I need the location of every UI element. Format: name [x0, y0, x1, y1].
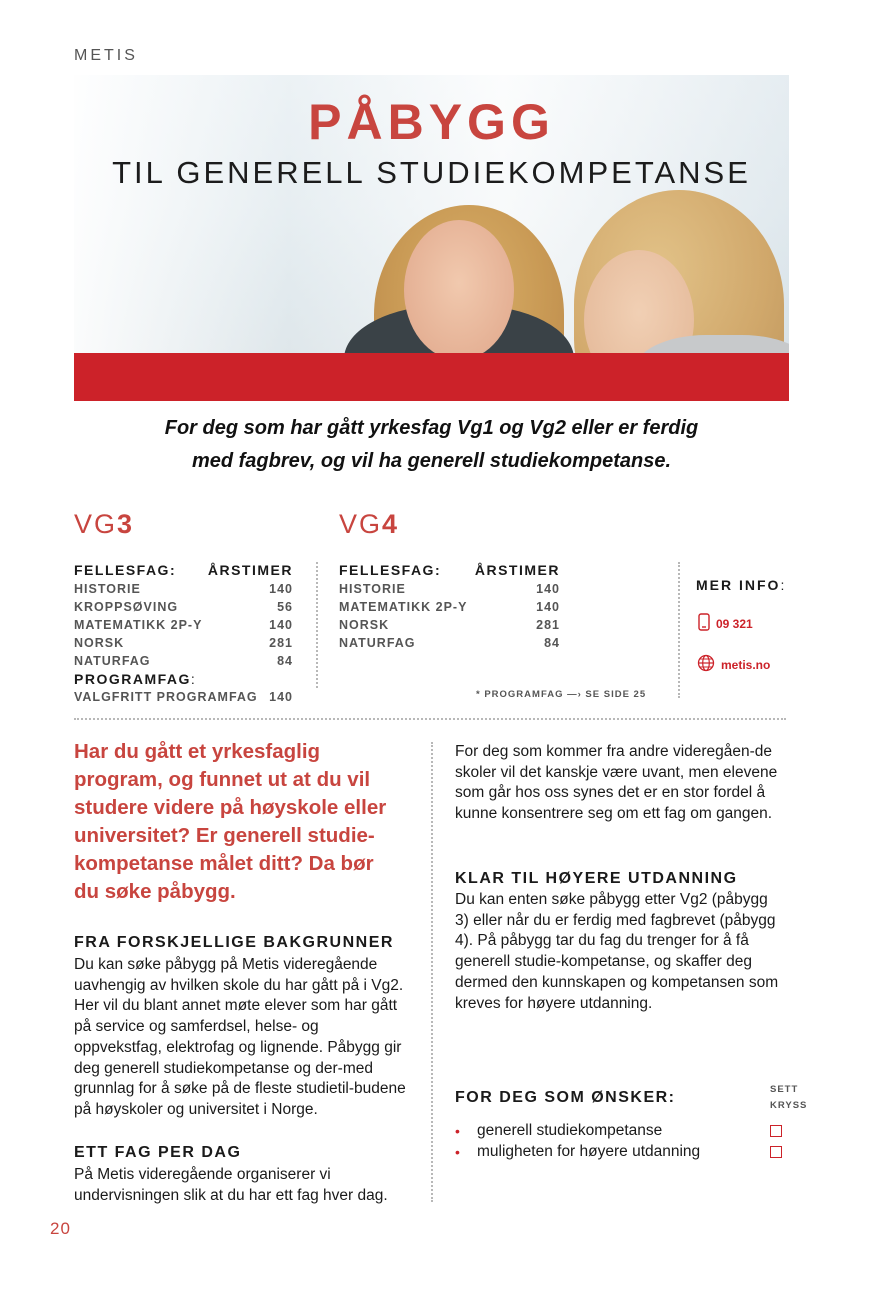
divider-horizontal [74, 718, 786, 720]
subject: NORSK [339, 618, 390, 632]
hero-red-band [74, 353, 789, 401]
divider-columns [431, 742, 433, 1202]
programfag-colon: : [190, 671, 197, 687]
intro-line-2: med fagbrev, og vil ha generell studiekompetanse. [191, 450, 672, 472]
checkbox[interactable] [770, 1146, 782, 1158]
hero-title: PÅBYGG [308, 94, 555, 150]
vg3-heading-prefix: VG [74, 509, 118, 539]
wishes-list [455, 1120, 785, 1162]
divider-vertical [316, 562, 318, 688]
intro-text [74, 412, 789, 478]
hours: 140 [269, 618, 293, 632]
hours: 140 [269, 690, 293, 704]
hours: 56 [277, 600, 293, 614]
vg4-table [339, 560, 560, 652]
section-text-intro-right: For deg som kommer fra andre videregåen-de skoler vil det kanskje være uvant, men elevene som går hos oss synes det er en stor fordel å kunne konsentrere seg om ett fag om gangen. [455, 743, 778, 823]
list-item [455, 1141, 785, 1162]
page-number: 20 [50, 1219, 71, 1238]
table-row [339, 634, 560, 652]
web-link[interactable] [697, 654, 770, 675]
table-row [74, 580, 293, 598]
section-heading-backgrounds: FRA FORSKJELLIGE BAKGRUNNER [74, 934, 394, 951]
phone-link[interactable] [698, 613, 753, 634]
table-row [74, 688, 293, 706]
subject: HISTORIE [74, 582, 141, 596]
bullet-icon: • [455, 1122, 460, 1139]
section-heading-higher-education: KLAR TIL HØYERE UTDANNING [455, 870, 738, 887]
list-item-label: muligheten for høyere utdanning [477, 1142, 701, 1160]
section-text-higher-education: Du kan enten søke påbygg etter Vg2 (påbygg 3) eller når du er ferdig med fagbrevet (påbygg 4). På påbygg tar du fag du trenger for å få generell studie-kompetanse, og skaffer deg dermed den kunnskapen og kompetansen som kreves for høyere utdanning. [455, 891, 779, 1012]
info-heading-colon: : [780, 577, 787, 593]
info-heading [696, 577, 786, 593]
hours: 140 [536, 600, 560, 614]
programfag-note: * PROGRAMFAG —› SE SIDE 25 [476, 689, 647, 700]
hours: 84 [277, 654, 293, 668]
lead-paragraph: Har du gått et yrkesfaglig program, og funnet ut at du vil studere videre på høyskole eller universitet? Er generell studie-kompetanse målet ditt? Da bør du søke påbygg. [74, 740, 387, 903]
table-row [339, 598, 560, 616]
info-heading-text: MER INFO [696, 577, 781, 593]
table-row [74, 634, 293, 652]
wishes-heading: FOR DEG SOM ØNSKER: [455, 1089, 676, 1106]
table-row [74, 616, 293, 634]
vg3-table [74, 560, 293, 706]
section-text-backgrounds: Du kan søke påbygg på Metis videregående uavhengig av hvilken skole du har gått på i Vg2. Her vil du blant annet møte elever som har gått på service og samferdsel, helse- og oppvekstfag, elektrofag og lignende. Påbygg gir deg generell studiekompetanse og der-med grunnlag for å søke på de fleste studietil-budene på høyskoler og universitet i Norge. [74, 956, 406, 1118]
hero-banner [74, 75, 789, 401]
subject: VALGFRITT PROGRAMFAG [74, 690, 258, 704]
hero-subtitle: TIL GENERELL STUDIEKOMPETANSE [112, 155, 751, 190]
photo-person-left-face [404, 220, 514, 360]
table-row [339, 580, 560, 598]
sett-kryss-line-2: KRYSS [770, 1100, 808, 1111]
subject: NATURFAG [339, 636, 416, 650]
vg4-col-subject: FELLESFAG: [339, 562, 442, 578]
subject: MATEMATIKK 2P-Y [339, 600, 468, 614]
vg4-col-hours: ÅRSTIMER [474, 562, 560, 578]
intro-line-1: For deg som har gått yrkesfag Vg1 og Vg2 eller er ferdig [164, 417, 699, 439]
subject: NATURFAG [74, 654, 151, 668]
vg3-table-header [74, 560, 293, 580]
vg3-heading-number: 3 [117, 509, 135, 539]
subject: KROPPSØVING [74, 600, 179, 614]
sett-kryss-label [770, 1082, 807, 1114]
web-address: metis.no [721, 657, 771, 672]
subject: HISTORIE [339, 582, 406, 596]
globe-icon [697, 654, 715, 675]
sett-kryss-line-1: SETT [770, 1084, 799, 1095]
phone-number: 09 321 [716, 616, 753, 631]
table-row [74, 598, 293, 616]
section-heading-one-subject: ETT FAG PER DAG [74, 1144, 242, 1161]
hours: 281 [269, 636, 293, 650]
phone-icon [698, 613, 710, 634]
vg4-table-header [339, 560, 560, 580]
brand-label: METIS [74, 47, 138, 64]
programfag-heading [74, 670, 293, 688]
list-item-label: generell studiekompetanse [477, 1121, 663, 1139]
subject: MATEMATIKK 2P-Y [74, 618, 203, 632]
vg4-heading [339, 509, 399, 540]
section-text-one-subject: På Metis videregående organiserer vi undervisningen slik at du har ett fag hver dag. [74, 1166, 388, 1204]
bullet-icon: • [455, 1143, 460, 1160]
hours: 140 [269, 582, 293, 596]
list-item [455, 1120, 785, 1141]
checkbox[interactable] [770, 1125, 782, 1137]
vg3-col-hours: ÅRSTIMER [207, 562, 293, 578]
hours: 140 [536, 582, 560, 596]
hours: 84 [544, 636, 560, 650]
divider-vertical-info [678, 562, 680, 698]
subject: NORSK [74, 636, 125, 650]
vg4-heading-prefix: VG [339, 509, 383, 539]
vg3-heading [74, 509, 134, 540]
vg4-heading-number: 4 [382, 509, 400, 539]
table-row [74, 652, 293, 670]
programfag-label: PROGRAMFAG [74, 671, 191, 687]
hours: 281 [536, 618, 560, 632]
vg3-col-subject: FELLESFAG: [74, 562, 177, 578]
table-row [339, 616, 560, 634]
